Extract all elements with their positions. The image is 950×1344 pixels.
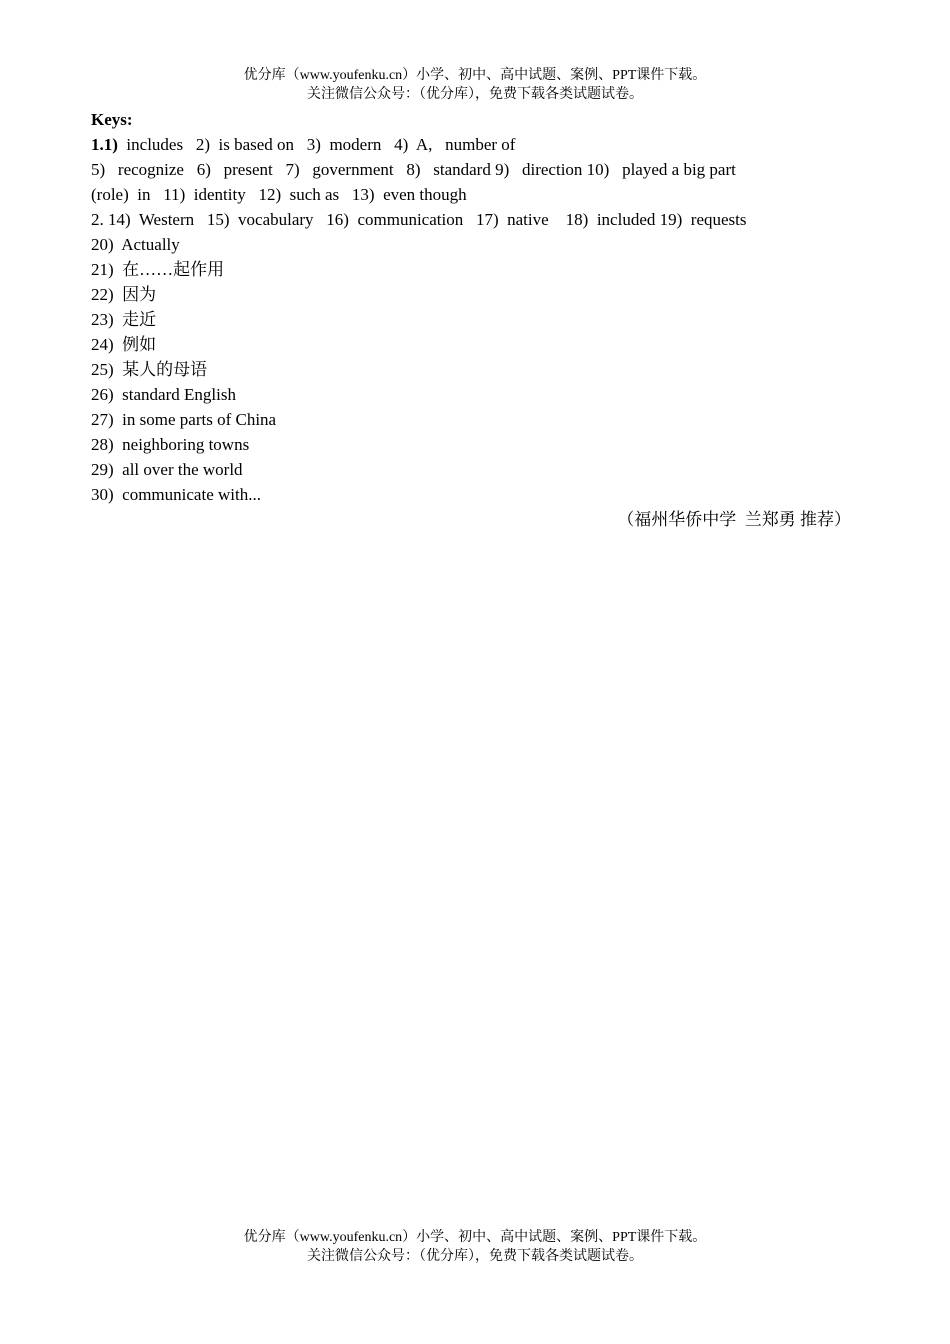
keys-part2-line1: 2. 14) Western 15) vocabulary 16) communication 17) native 18) included 19) requests [91,210,747,229]
header-line-2: 关注微信公众号：（优分库），免费下载各类试题试卷。 [307,87,643,102]
keys-part1-line1 [91,132,851,157]
header-line-1: 优分库（www.youfenku.cn）小学、初中、高中试题、案例、PPT课件下载。 [243,68,707,83]
keys-part1-line3: (role) in 11) identity 12) such as 13) even though [91,185,467,204]
page-header [0,66,950,104]
key-item: 26) standard English [91,385,236,404]
key-item: 21) 在……起作用 [91,260,225,279]
keys-title: Keys: [91,110,133,129]
key-item: 20) Actually [91,235,180,254]
footer-line-1: 优分库（www.youfenku.cn）小学、初中、高中试题、案例、PPT课件下载。 [243,1230,707,1245]
key-item: 25) 某人的母语 [91,360,208,379]
answer-keys [91,107,851,532]
key-item: 22) 因为 [91,285,157,304]
key-item: 24) 例如 [91,335,157,354]
part1-label: 1.1) [91,135,118,154]
recommender-credit: （福州华侨中学 兰郑勇 推荐） [617,510,851,529]
key-item: 30) communicate with... [91,485,261,504]
key-item: 28) neighboring towns [91,435,250,454]
keys-part1-line2: 5) recognize 6) present 7) government 8) standard 9) direction 10) played a big part [91,160,736,179]
footer-line-2: 关注微信公众号：（优分库），免费下载各类试题试卷。 [307,1249,643,1264]
key-item: 23) 走近 [91,310,157,329]
key-item: 27) in some parts of China [91,410,277,429]
key-item: 29) all over the world [91,460,243,479]
page-footer [0,1228,950,1266]
part1-line1-text: includes 2) is based on 3) modern 4) A, number of [117,135,516,154]
